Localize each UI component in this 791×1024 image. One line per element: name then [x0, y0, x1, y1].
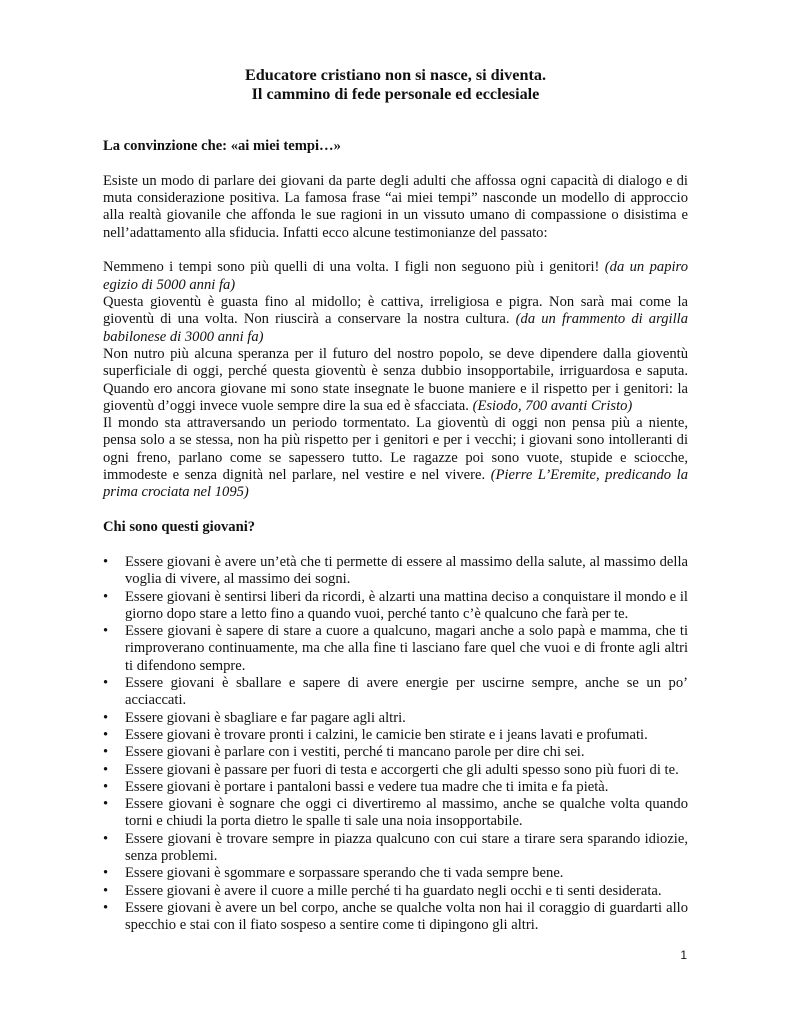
quote-source: (Pierre L’Eremite, predicando la prima crociata nel 1095)	[103, 467, 688, 501]
page-number: 1	[680, 948, 687, 962]
bullet-icon: •	[103, 588, 109, 605]
list-item	[103, 675, 688, 710]
bullet-icon: •	[103, 796, 109, 813]
intro-paragraph: Esiste un modo di parlare dei giovani da parte degli adulti che affossa ogni capacità di dialogo e di muta considerazione positiva. La famosa frase “ai miei tempi” nasconde un modello di approccio alla realtà giovanile che affonda le sue ragioni in un vissuto umano di compassione o disistima e nell’adattamento alla sfiducia. Infatti ecco alcune testimonianze del passato:	[103, 172, 688, 241]
list-item	[103, 796, 688, 831]
bullet-icon: •	[103, 761, 109, 778]
quote-paragraph	[103, 294, 688, 346]
bullet-icon: •	[103, 675, 109, 692]
bullet-icon: •	[103, 623, 109, 640]
quote-text: Questa gioventù è guasta fino al midollo; è cattiva, irreligiosa e pigra. Non sarà mai come la gioventù di una volta. Non riuscirà a conservare la nostra cultura.	[103, 294, 688, 328]
quote-paragraph	[103, 259, 688, 294]
list-item	[103, 900, 688, 935]
page-content	[103, 66, 688, 934]
bullet-icon: •	[103, 882, 109, 899]
list-item-text: Essere giovani è sentirsi liberi da ricordi, è alzarti una mattina deciso a conquistare il mondo e il giorno dopo stare a letto fino a quando vuoi, perché tanto c’è qualcuno che farà per te.	[125, 588, 688, 622]
list-item	[103, 865, 688, 882]
list-item-text: Essere giovani è sgommare e sorpassare sperando che ti vada sempre bene.	[125, 865, 564, 882]
bullet-icon: •	[103, 553, 109, 570]
quote-paragraph	[103, 415, 688, 501]
list-item	[103, 554, 688, 589]
quote-text: Nemmeno i tempi sono più quelli di una volta. I figli non seguono più i genitori!	[103, 259, 600, 276]
document-title	[103, 66, 688, 104]
list-item	[103, 779, 688, 796]
quote-source: (da un frammento di argilla babilonese di 3000 anni fa)	[103, 311, 689, 345]
quote-source: (Esiodo, 700 avanti Cristo)	[472, 397, 633, 414]
list-item-text: Essere giovani è trovare sempre in piazza qualcuno con cui stare a tirare sera sparando idiozie, senza problemi.	[125, 830, 688, 864]
bullet-list	[103, 554, 688, 935]
bullet-icon: •	[103, 865, 109, 882]
bullet-icon: •	[103, 709, 109, 726]
quote-paragraph	[103, 346, 688, 415]
list-item-text: Essere giovani è sballare e sapere di avere energie per uscirne sempre, anche se un po’ acciaccati.	[125, 675, 688, 709]
list-item-text: Essere giovani è sbagliare e far pagare agli altri.	[125, 709, 406, 726]
section-heading-convinzione: La convinzione che: «ai miei tempi…»	[103, 138, 341, 154]
list-item	[103, 710, 688, 727]
list-item-text: Essere giovani è avere un’età che ti permette di essere al massimo della salute, al massimo della voglia di vivere, al massimo dei sogni.	[125, 553, 688, 588]
list-item-text: Essere giovani è sapere di stare a cuore a qualcuno, magari anche a solo papà e mamma, che ti rimproverano continuamente, ma che alla fine ti lasciano fare quel che vuoi e di fronte agli altri ti difendono sempre.	[125, 623, 688, 674]
list-item	[103, 744, 688, 761]
bullet-icon: •	[103, 726, 109, 743]
quotes-block	[103, 259, 688, 501]
list-item	[103, 831, 688, 866]
list-item-text: Essere giovani è avere il cuore a mille perché ti ha guardato negli occhi e ti senti desiderata.	[125, 882, 662, 899]
list-item-text: Essere giovani è portare i pantaloni bassi e vedere tua madre che ti imita e fa pietà.	[125, 778, 609, 795]
list-item-text: Essere giovani è trovare pronti i calzini, le camicie ben stirate e i jeans lavati e profumati.	[125, 726, 648, 743]
bullet-icon: •	[103, 830, 109, 847]
list-item-text: Essere giovani è parlare con i vestiti, perché ti mancano parole per dire chi sei.	[125, 744, 585, 761]
list-item	[103, 883, 688, 900]
list-item	[103, 589, 688, 624]
title-line-1: Educatore cristiano non si nasce, si diventa.	[245, 66, 546, 84]
list-item	[103, 727, 688, 744]
list-item	[103, 623, 688, 675]
list-item	[103, 762, 688, 779]
list-item-text: Essere giovani è sognare che oggi ci divertiremo al massimo, anche se qualche volta quando torni e chiudi la porta dietro le spalle ti sale una noia insopportabile.	[125, 796, 688, 830]
section-heading-giovani: Chi sono questi giovani?	[103, 519, 256, 536]
quote-source: (da un papiro egizio di 5000 anni fa)	[103, 259, 688, 293]
bullet-icon: •	[103, 899, 109, 916]
bullet-icon: •	[103, 744, 109, 761]
list-item-text: Essere giovani è avere un bel corpo, anche se qualche volta non hai il coraggio di guardarti allo specchio e stai con il fiato sospeso a sentire come ti dipingono gli altri.	[125, 899, 688, 934]
quote-text: Non nutro più alcuna speranza per il futuro del nostro popolo, se deve dipendere dalla gioventù superficiale di oggi, perché questa gioventù è senza dubbio insopportabile, irriguardosa e saputa. Quando ero ancora giovane mi sono state insegnate le buone maniere e il rispetto per i genitori: la gioventù d’oggi invece vuole sempre dire la sua ed è sfacciata.	[103, 345, 688, 414]
quote-text: Il mondo sta attraversando un periodo tormentato. La gioventù di oggi non pensa più a niente, pensa solo a se stessa, non ha più rispetto per i genitori e per i vecchi; i giovani sono intolleranti di ogni freno, parlano come se sapessero tutto. Le ragazze poi sono vuote, stupide e sciocche, immodeste e senza dignità nel parlare, nel vestire e nel vivere.	[103, 415, 688, 484]
bullet-icon: •	[103, 778, 109, 795]
title-line-2: Il cammino di fede personale ed ecclesiale	[251, 85, 540, 103]
list-item-text: Essere giovani è passare per fuori di testa e accorgerti che gli adulti spesso sono più fuori di te.	[125, 761, 679, 778]
